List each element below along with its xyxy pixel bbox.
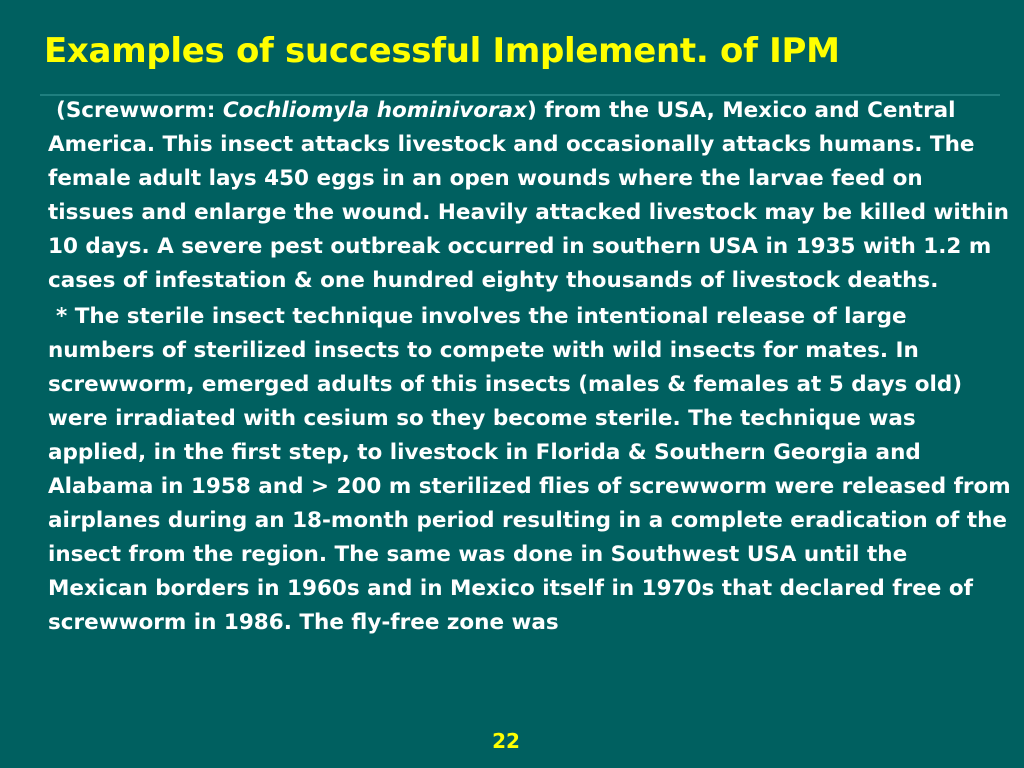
technique-text: * The sterile insect technique involves the intentional release of large numbers of sterilized insects to compete with wild insects for mates. In screwworm, emerged adults of this insects (males & females at 5 days old) were irradiated with cesium so they become sterile. The technique was applied, in the first step, to livestock in Florida & Southern Georgia and Alabama in 1958 and > 200 m sterilized flies of screwworm were released from airplanes during an 18-month period resulting in a complete eradication of the insect from the region. The same was done in Southwest USA until the Mexican borders in 1960s and in Mexico itself in 1970s that declared free of screwworm in 1986. The fly-free zone was bbox=[48, 304, 1011, 635]
paragraph-sterile-insect-technique bbox=[48, 300, 1014, 640]
paragraph-screwworm-intro bbox=[48, 94, 1014, 298]
species-name: Cochliomyla hominivorax bbox=[222, 98, 528, 123]
slide-body bbox=[48, 94, 1014, 640]
slide-title: Examples of successful Implement. of IPM bbox=[44, 31, 840, 71]
intro-open-paren: (Screwworm: bbox=[56, 98, 223, 123]
page-number: 22 bbox=[492, 729, 520, 753]
intro-rest: ) from the USA, Mexico and Central America. This insect attacks livestock and occasionally attacks humans. The female adult lays 450 eggs in an open wounds where the larvae feed on tissues and enlarge the wound. Heavily attacked livestock may be killed within 10 days. A severe pest outbreak occurred in southern USA in 1935 with 1.2 m cases of infestation & one hundred eighty thousands of livestock deaths. bbox=[48, 98, 1009, 293]
